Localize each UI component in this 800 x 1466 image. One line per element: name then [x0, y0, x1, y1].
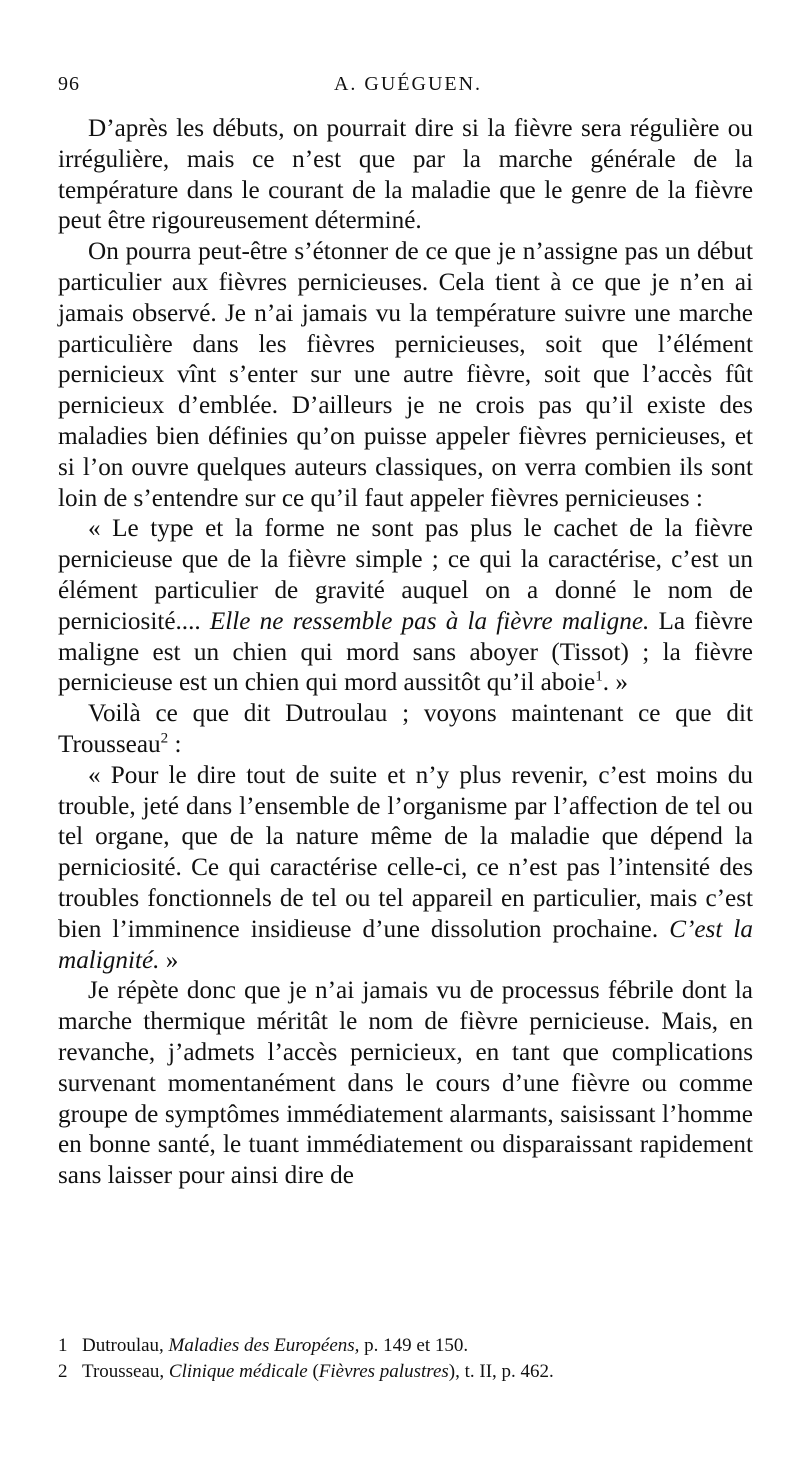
footnote	[58, 1333, 758, 1359]
text-run: Je répète donc que je n’ai jamais vu de processus fébrile dont la marche thermique méritât le nom de fièvre pernicieuse. Mais, en revanche, j’admets l’accès pernicieux, en tant que complications survenant momentanément dans le cours d’une fièvre ou comme groupe de symptômes immédiatement alarmants, saisissant l’homme en bonne santé, le tuant immédiatement ou disparaissant rapidement sans laisser pour ainsi dire de	[58, 977, 753, 1190]
footnote-reference: 2	[160, 730, 169, 747]
text-run: . »	[602, 669, 628, 697]
body-text	[58, 114, 753, 1192]
text-run: :	[168, 730, 182, 758]
italic-text: Fièvres palustres	[318, 1361, 449, 1382]
text-run: ), t. II, p. 462.	[448, 1361, 554, 1382]
footnote-marker: 1	[58, 1335, 68, 1356]
footnotes	[58, 1333, 758, 1385]
paragraph	[58, 976, 753, 1192]
paragraph	[58, 699, 753, 761]
italic-text: Elle ne ressemble pas à la fièvre maligne.	[209, 607, 650, 635]
page-header	[58, 73, 758, 103]
text-run: La fièvre maligne est un chien qui mord sans aboyer (Tissot) ; la fièvre pernicieuse est un chien qui mord aussitôt qu’il aboie	[58, 607, 753, 697]
text-run: D’après les débuts, on pourrait dire si la fièvre sera régulière ou irrégulière, mais ce n’est que par la marche générale de la température dans le courant de la maladie que le genre de la fièvre peut être rigoureusement déterminé.	[58, 115, 753, 235]
italic-text: Maladies des Européens,	[168, 1335, 360, 1356]
paragraph	[58, 514, 753, 699]
text-run: Voilà ce que dit Dutroulau ; voyons maintenant ce que dit Trousseau	[58, 700, 753, 758]
paragraph	[58, 761, 753, 977]
text-run: « Pour le dire tout de suite et n’y plus revenir, c’est moins du trouble, jeté dans l’ensemble de l’organisme par l’affection de tel ou tel organe, que de la nature même de la maladie que dépend la perniciosité. Ce qui caractérise celle-ci, ce n’est pas l’intensité des troubles fonctionnels de tel ou tel appareil en particulier, mais c’est bien l’imminence insidieuse d’une dissolution prochaine.	[58, 761, 753, 943]
text-run: « Le type et la forme ne sont pas plus le cachet de la fièvre pernicieuse que de la fièvre simple ; ce qui la caractérise, c’est un élément particulier de gravité auquel on a donné le nom de perniciosité....	[58, 515, 753, 635]
paragraph	[58, 114, 753, 237]
text-run: Dutroulau,	[82, 1335, 169, 1356]
text-run: On pourra peut-être s’étonner de ce que je n’assigne pas un début particulier aux fièvres pernicieuses. Cela tient à ce que je n’en ai jamais observé. Je n’ai jamais vu la température suivre une marche particulière dans les fièvres pernicieuses, soit que l’élément pernicieux vînt s’enter sur une autre fièvre, soit que l’accès fût pernicieux d’emblée. D’ailleurs je ne crois pas qu’il existe des maladies bien définies qu’on puisse appeler fièvres pernicieuses, et si l’on ouvre quelques auteurs classiques, on verra combien ils sont loin de s’entendre sur ce qu’il faut appeler fièvres pernicieuses :	[58, 238, 753, 512]
footnote-reference: 1	[595, 668, 603, 685]
page-number: 96	[58, 73, 80, 95]
italic-text: C’est la malignité.	[58, 915, 753, 974]
italic-text: Clinique médicale	[168, 1361, 308, 1382]
footnote-marker: 2	[58, 1361, 68, 1382]
running-head: A. GUÉGUEN.	[333, 73, 483, 95]
text-run: Trousseau,	[82, 1361, 169, 1382]
text-run: p. 149 et 150.	[359, 1335, 469, 1356]
text-run: »	[159, 946, 179, 974]
text-run: (	[307, 1361, 319, 1382]
footnote	[58, 1359, 758, 1385]
paragraph	[58, 237, 753, 514]
